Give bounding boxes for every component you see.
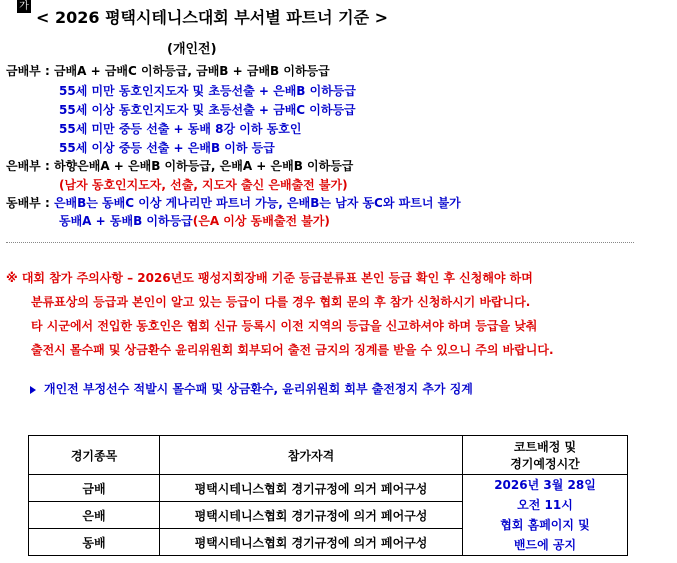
penalty-note <box>30 380 473 397</box>
row-event: 동배 <box>29 529 160 556</box>
gold-line-5: 55세 이상 중등 선출 + 은배B 이하 등급 <box>59 141 275 155</box>
header-schedule <box>463 436 628 475</box>
gold-label: 금배부 : <box>6 64 50 78</box>
bronze-line-2 <box>59 211 330 231</box>
schedule-line-2: 오전 11시 <box>517 498 573 512</box>
silver-label: 은배부 : <box>6 159 50 173</box>
table-header-row <box>29 436 628 475</box>
schedule-cell <box>463 475 628 556</box>
schedule-table <box>28 435 628 556</box>
notice-block <box>6 266 554 362</box>
gold-line-3: 55세 이상 동호인지도자 및 초등선출 + 금배C 이하등급 <box>59 103 356 117</box>
row-event: 은배 <box>29 502 160 529</box>
header-event: 경기종목 <box>29 436 160 475</box>
table-row <box>29 475 628 502</box>
schedule-line-1: 2026년 3월 28일 <box>494 478 596 492</box>
section-divider <box>6 242 634 243</box>
penalty-text: 개인전 부정선수 적발시 몰수패 및 상금환수, 윤리위원회 회부 출전정지 추가 징계 <box>44 382 473 396</box>
bronze-label: 동배부 : <box>6 196 50 210</box>
gold-line-2: 55세 미만 동호인지도자 및 초등선출 + 은배B 이하등급 <box>59 84 356 98</box>
gold-section <box>6 61 330 81</box>
schedule-line-3: 협회 홈페이지 및 <box>500 518 590 532</box>
triangle-bullet-icon <box>30 386 36 394</box>
notice-line-2: 분류표상의 등급과 본인이 알고 있는 등급이 다를 경우 협회 문의 후 참가 신청하시기 바랍니다. <box>31 295 531 309</box>
bronze-line-1: 은배B는 동배C 이상 게나리만 파트너 가능, 은배B는 남자 동C와 파트너 불가 <box>53 196 461 210</box>
silver-section <box>6 156 353 176</box>
notice-line-3: 타 시군에서 전입한 동호인은 협회 신규 등록시 이전 지역의 등급을 신고하셔야 하며 등급을 낮춰 <box>31 319 538 333</box>
row-qualification: 평택시테니스협회 경기규정에 의거 페어구성 <box>160 502 463 529</box>
gold-line-4: 55세 미만 중등 선출 + 동배 8강 이하 동호인 <box>59 122 302 136</box>
notice-line-1: ※ 대회 참가 주의사항 – 2026년도 팽성지회장배 기준 등급분류표 본인 등급 확인 후 신청해야 하며 <box>6 271 533 285</box>
schedule-line-4: 밴드에 공지 <box>513 538 577 552</box>
header-schedule-line-2: 경기예정시간 <box>510 457 580 471</box>
row-event: 금배 <box>29 475 160 502</box>
header-qualification: 참가자격 <box>160 436 463 475</box>
header-schedule-line-1: 코트배정 및 <box>513 440 577 454</box>
bronze-line-2b: (은A 이상 동배출전 불가) <box>192 214 330 228</box>
page-subtitle: (개인전) <box>167 42 217 57</box>
gold-line-1: 금배A + 금배C 이하등급, 금배B + 금배B 이하등급 <box>53 64 330 78</box>
page-title: < 2026 평택시테니스대회 부서별 파트너 기준 > <box>36 8 389 27</box>
silver-line-1: 하향은배A + 은배B 이하등급, 은배A + 은배B 이하등급 <box>53 159 354 173</box>
bronze-section <box>6 193 461 213</box>
notice-line-4: 출전시 몰수패 및 상금환수 윤리위원회 회부되어 출전 금지의 징계를 받을 수 있으니 주의 바랍니다. <box>31 343 554 357</box>
row-qualification: 평택시테니스협회 경기규정에 의거 페어구성 <box>160 475 463 502</box>
silver-line-2: (남자 동호인지도자, 선출, 지도자 출신 은배출전 불가) <box>59 178 348 192</box>
ga-badge: 가 <box>17 0 31 13</box>
bronze-line-2a: 동배A + 동배B 이하등급 <box>59 214 193 228</box>
row-qualification: 평택시테니스협회 경기규정에 의거 페어구성 <box>160 529 463 556</box>
